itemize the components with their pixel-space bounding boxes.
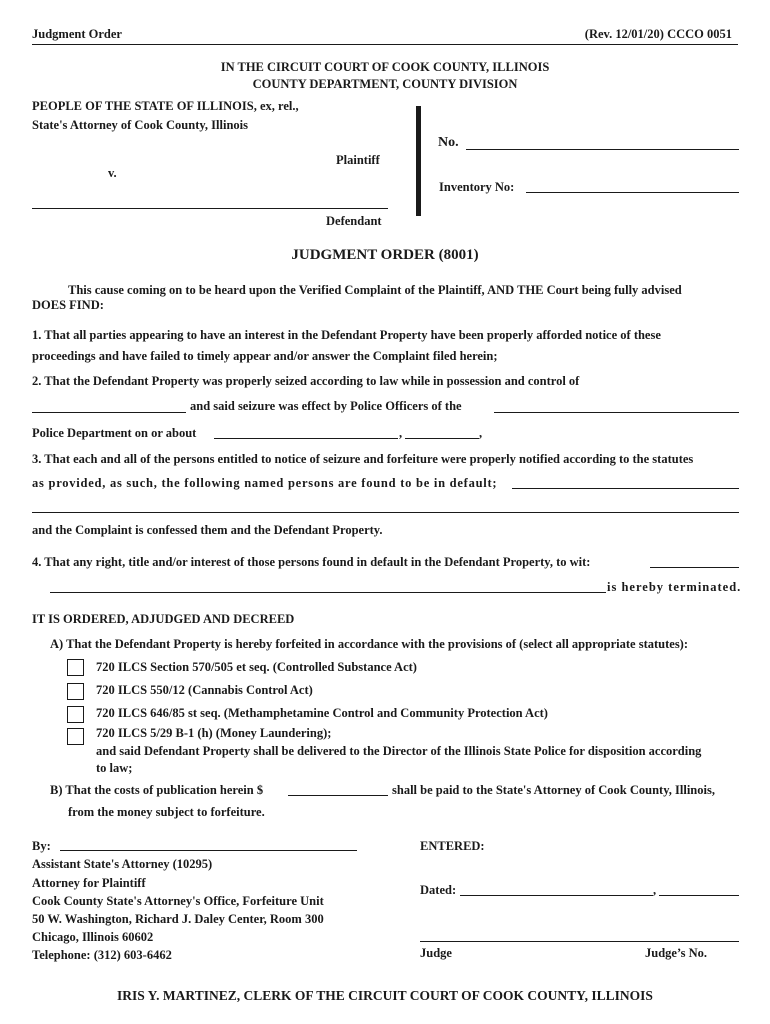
intro-text: This cause coming on to be heard upon the Verified Complaint of the Plaintiff, AND THE Court being fully advised	[68, 283, 682, 297]
attorney-label: State's Attorney of Cook County, Illinois	[32, 118, 248, 132]
statute-checkbox-controlled-substance[interactable]	[67, 659, 84, 676]
defendant-field[interactable]	[32, 208, 388, 209]
inventory-label: Inventory No:	[439, 180, 515, 194]
finding-1-line-1: 1. That all parties appearing to have an interest in the Defendant Property have been properly afforded notice of these	[32, 328, 661, 342]
versus-label: v.	[108, 166, 117, 180]
people-label: PEOPLE OF THE STATE OF ILLINOIS, ex, rel.,	[32, 99, 299, 113]
case-no-field[interactable]	[466, 149, 739, 150]
statute-checkbox-methamphetamine[interactable]	[67, 706, 84, 723]
finding-3-line-1: 3. That each and all of the persons entitled to notice of seizure and forfeiture were properly notified according to the statutes	[32, 452, 694, 466]
finding-2-line-1: 2. That the Defendant Property was properly seized according to law while in possession and control of	[32, 374, 580, 388]
date-comma-2: ,	[479, 426, 483, 440]
finding-4-line-1: 4. That any right, title and/or interest of those persons found in default in the Defendant Property, to wit:	[32, 555, 591, 569]
finding-3-line-4: and the Complaint is confessed them and the Defendant Property.	[32, 523, 383, 537]
statute-label-controlled-substance: 720 ILCS Section 570/505 et seq. (Controlled Substance Act)	[96, 660, 417, 674]
publication-cost-field[interactable]	[288, 795, 388, 796]
court-division: COUNTY DEPARTMENT, COUNTY DIVISION	[252, 77, 518, 91]
to-wit-field[interactable]	[650, 567, 739, 568]
dated-label: Dated:	[420, 883, 457, 897]
finding-3-line-2: as provided, as such, the following named persons are found to be in default;	[32, 476, 498, 490]
statute-label-cannabis: 720 ILCS 550/12 (Cannabis Control Act)	[96, 683, 313, 697]
address-line-2: Chicago, Illinois 60602	[32, 930, 154, 944]
order-heading: IT IS ORDERED, ADJUDGED AND DECREED	[32, 612, 295, 626]
order-b-line-2: from the money subject to forfeiture.	[68, 805, 265, 819]
court-name: IN THE CIRCUIT COURT OF COOK COUNTY, ILLINOIS	[220, 60, 550, 74]
address-line-1: 50 W. Washington, Richard J. Daley Center, Room 300	[32, 912, 324, 926]
phone-label: Telephone: (312) 603-6462	[32, 948, 172, 962]
finding-2-department-text: Police Department on or about	[32, 426, 197, 440]
delivery-line-1: and said Defendant Property shall be delivered to the Director of the Illinois State Police for disposition according	[96, 744, 702, 758]
defendant-label: Defendant	[326, 214, 382, 228]
order-a-text: A) That the Defendant Property is hereby forfeited in accordance with the provisions of (select all appropriate statutes):	[50, 637, 689, 651]
finding-4-terminated: is hereby terminated.	[607, 580, 742, 594]
default-persons-field-2[interactable]	[32, 512, 739, 513]
case-no-label: No.	[438, 135, 459, 150]
dated-field[interactable]	[460, 895, 653, 896]
delivery-line-2: to law;	[96, 761, 133, 775]
form-revision: (Rev. 12/01/20) CCCO 0051	[584, 27, 732, 41]
to-wit-field-2[interactable]	[50, 592, 606, 593]
office-label: Cook County State's Attorney's Office, Forfeiture Unit	[32, 894, 324, 908]
police-officers-field[interactable]	[494, 412, 739, 413]
seizure-year-field[interactable]	[405, 438, 479, 439]
judge-no-label: Judge’s No.	[645, 946, 708, 960]
date-comma: ,	[399, 426, 403, 440]
order-b-suffix: shall be paid to the State's Attorney of Cook County, Illinois,	[392, 783, 715, 797]
possession-field[interactable]	[32, 412, 186, 413]
attorney-for-label: Attorney for Plaintiff	[32, 876, 146, 890]
header-rule	[32, 44, 738, 45]
finding-1-line-2: proceedings and have failed to timely appear and/or answer the Complaint filed herein;	[32, 349, 498, 363]
statute-label-methamphetamine: 720 ILCS 646/85 st seq. (Methamphetamine Control and Community Protection Act)	[96, 706, 548, 720]
by-signature-field[interactable]	[60, 850, 357, 851]
entered-label: ENTERED:	[420, 839, 485, 853]
judge-signature-field[interactable]	[420, 941, 739, 942]
dated-comma: ,	[653, 883, 657, 897]
form-name: Judgment Order	[32, 27, 122, 41]
clerk-footer: IRIS Y. MARTINEZ, CLERK OF THE CIRCUIT COURT OF COOK COUNTY, ILLINOIS	[117, 988, 653, 1003]
does-find-label: DOES FIND:	[32, 298, 104, 312]
document-title: JUDGMENT ORDER (8001)	[291, 247, 479, 263]
statute-label-money-laundering: 720 ILCS 5/29 B-1 (h) (Money Laundering);	[96, 726, 332, 740]
caption-divider	[416, 106, 421, 216]
default-persons-field[interactable]	[512, 488, 739, 489]
dated-year-field[interactable]	[659, 895, 739, 896]
plaintiff-label: Plaintiff	[336, 153, 380, 167]
statute-checkbox-cannabis[interactable]	[67, 683, 84, 700]
finding-2-seizure-text: and said seizure was effect by Police Officers of the	[190, 399, 462, 413]
inventory-field[interactable]	[526, 192, 739, 193]
judge-label: Judge	[420, 946, 452, 960]
seizure-date-field[interactable]	[214, 438, 398, 439]
by-label: By:	[32, 839, 51, 853]
statute-checkbox-money-laundering[interactable]	[67, 728, 84, 745]
asa-label: Assistant State's Attorney (10295)	[32, 857, 213, 871]
order-b-prefix: B) That the costs of publication herein $	[50, 783, 264, 797]
